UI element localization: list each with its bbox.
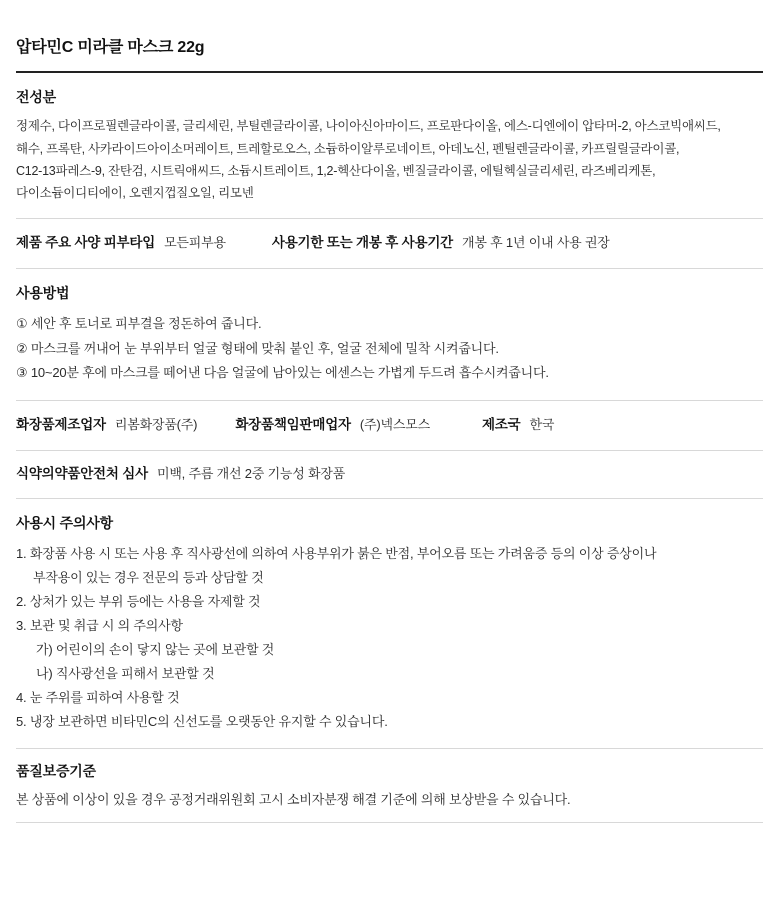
cautions-heading: 사용시 주의사항 [16,515,113,531]
usage-step: ② 마스크를 꺼내어 눈 부위부터 얼굴 형태에 맞춰 붙인 후, 얼굴 전체에 밀착 시켜줍니다. [16,340,499,356]
ingredients-body [16,115,763,204]
maker-value: 리봄화장품(주) [114,417,198,433]
caution-item: 2. 상처가 있는 부위 등에는 사용을 자제할 것 [16,593,261,609]
usage-step: ① 세안 후 토너로 피부결을 정돈하여 줍니다. [16,316,262,332]
caution-item: 3. 보관 및 취급 시 의 주의사항 [16,617,183,633]
certification-value: 미백, 주름 개선 2중 기능성 화장품 [156,466,346,482]
usage-step: ③ 10~20분 후에 마스크를 떼어낸 다음 얼굴에 남아있는 에센스는 가볍게 두드려 흡수시켜줍니다. [16,365,549,381]
caution-item: 4. 눈 주위를 피하여 사용할 것 [16,689,180,705]
ingredients-heading: 전성분 [16,88,56,105]
country-value: 한국 [529,417,555,433]
certification-group [16,464,345,485]
warranty-text: 본 상품에 이상이 있을 경우 공정거래위원회 고시 소비자분쟁 해결 기준에 의해 보상받을 수 있습니다. [16,791,571,807]
manufacturer-section [16,401,763,450]
warranty-divider [16,822,763,823]
caution-item-continuation: 부작용이 있는 경우 전문의 등과 상담할 것 [33,569,264,585]
skin-type-label: 제품 주요 사양 피부타입 [16,235,156,251]
caution-item: 5. 냉장 보관하면 비타민C의 신선도를 오랫동안 유지할 수 있습니다. [16,714,388,730]
skin-type-value: 모든피부용 [164,235,226,251]
skin-type-group [16,233,226,254]
certification-label: 식약의약품안전처 심사 [16,466,148,482]
seller-value: (주)넥스모스 [359,417,430,433]
seller-group [235,415,430,436]
seller-label: 화장품책임판매업자 [235,417,351,433]
maker-label: 화장품제조업자 [16,417,106,433]
page-title: 압타민C 미라클 마스크 22g [16,39,205,56]
ingredients-line: 정제수, 다이프로필렌글라이콜, 글리세린, 부틸렌글라이콜, 나이아신아마이드, 프로판다이올, 에스-디엔에이 압타머-2, 아스코빅애씨드, [16,119,721,134]
ingredients-line: 다이소듐이디티에이, 오렌지껍질오일, 리모넨 [16,186,254,201]
caution-subitem: 나) 직사광선을 피해서 보관할 것 [36,665,215,681]
ingredients-line: 해수, 프록탄, 사카라이드아이소머레이트, 트레할로오스, 소듐하이알루로네이트, 아데노신, 펜틸렌글라이콜, 카프릴릴글라이콜, [16,141,680,156]
caution-item: 1. 화장품 사용 시 또는 사용 후 직사광선에 의하여 사용부위가 붉은 반점, 부어오름 또는 가려움증 등의 이상 증상이나 [16,545,657,561]
country-label: 제조국 [481,417,521,433]
certification-section [16,451,763,498]
expiry-value: 개봉 후 1년 이내 사용 권장 [462,235,610,251]
country-group [482,415,554,436]
caution-subitem: 가) 어린이의 손이 닿지 않는 곳에 보관할 것 [36,641,275,657]
warranty-heading: 품질보증기준 [16,763,96,780]
usage-section [16,269,763,400]
expiry-label: 사용기한 또는 개봉 후 사용기간 [271,235,453,251]
usage-heading: 사용방법 [16,285,70,302]
warranty-section [16,749,763,822]
expiry-group [272,233,610,254]
maker-group [16,415,197,436]
cautions-section [16,499,763,748]
ingredients-section [16,73,763,219]
spec-section [16,219,763,268]
ingredients-line: C12-13파레스-9, 잔탄검, 시트릭애씨드, 소듐시트레이트, 1,2-헥산다이올, 벤질글라이콜, 에틸헥실글리세린, 라즈베리케톤, [16,163,656,178]
